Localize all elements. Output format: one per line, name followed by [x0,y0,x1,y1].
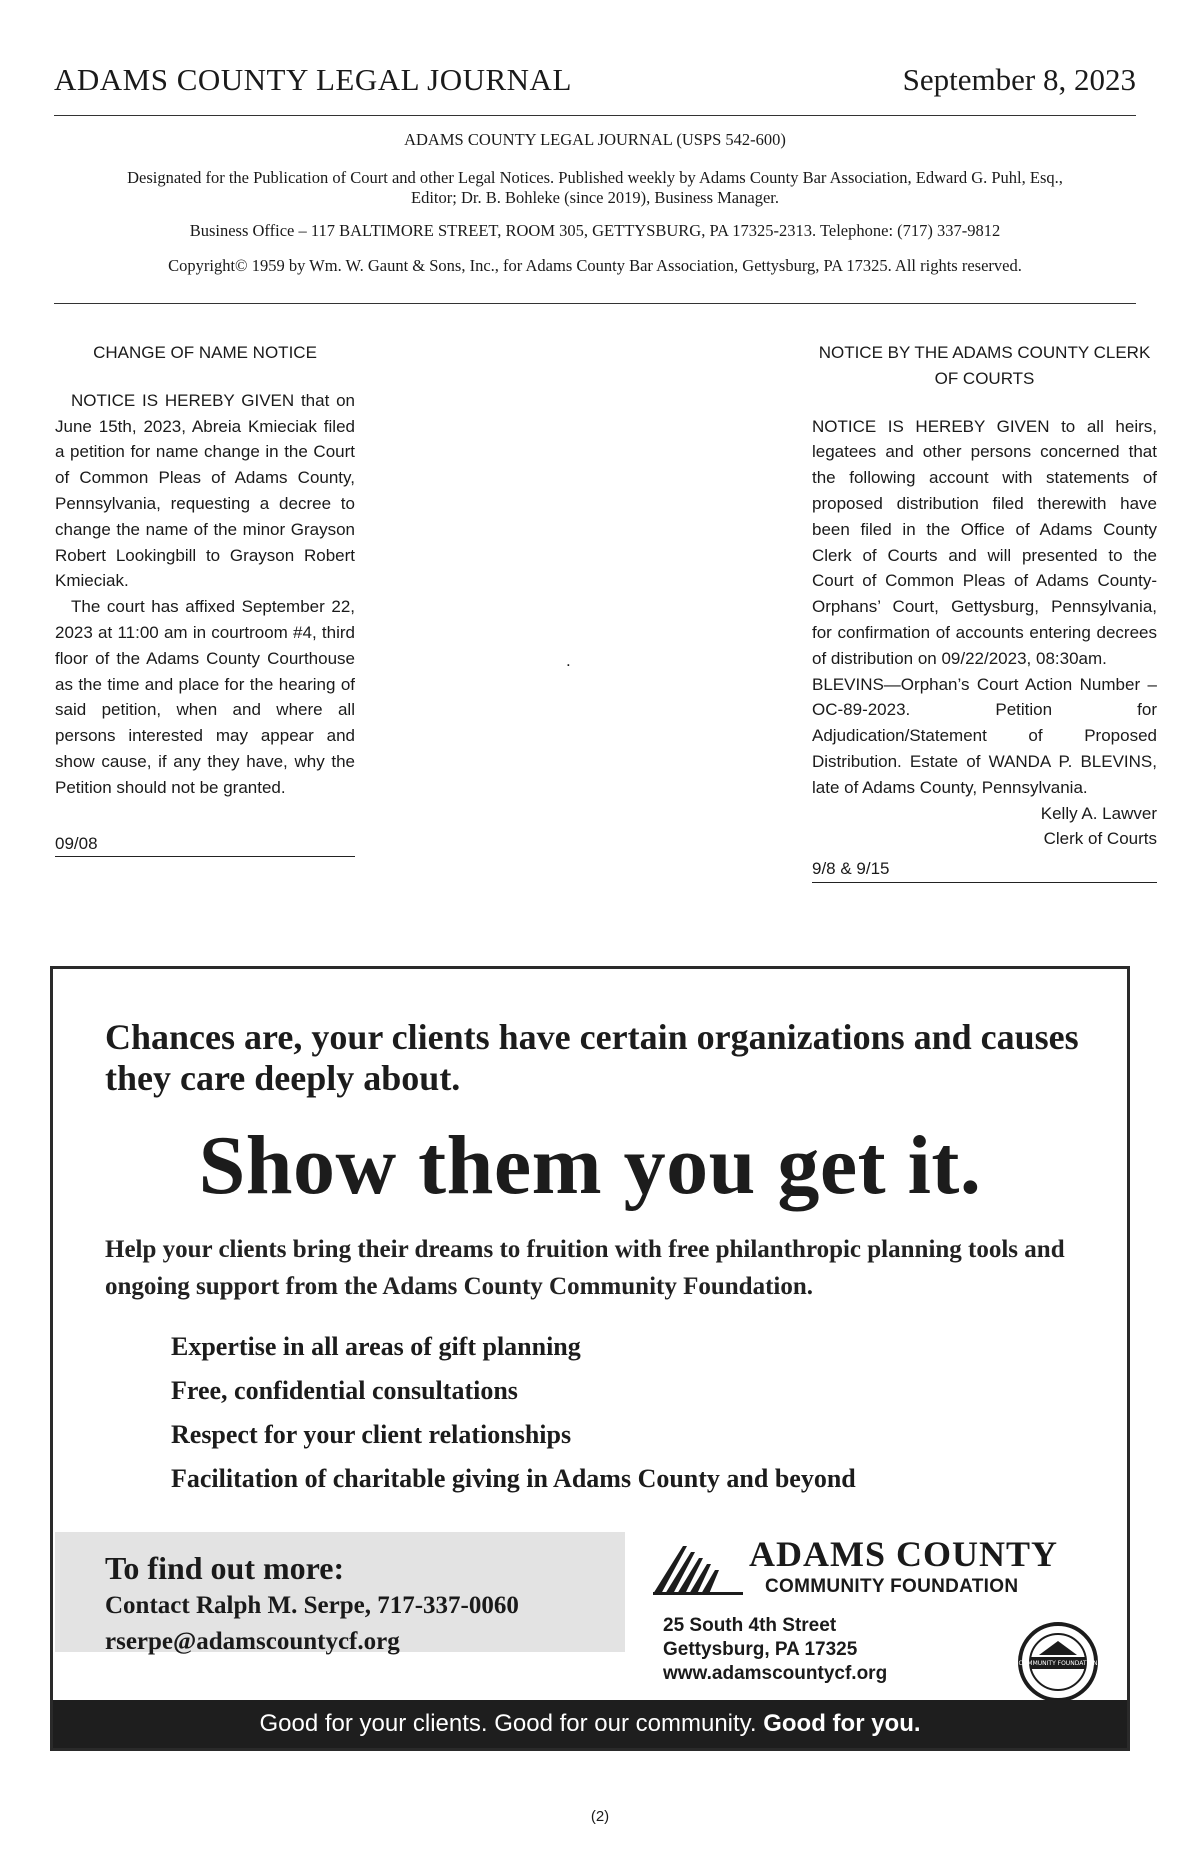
business-office: Business Office – 117 BALTIMORE STREET, ROOM 305, GETTYSBURG, PA 17325-2313. Telephone: (717) 337-9812 [189,221,1001,240]
issue-date: September 8, 2023 [902,62,1136,97]
foundation-advertisement [50,966,1130,1751]
publication-designation: Designated for the Publication of Court and other Legal Notices. Published weekly by Adams County Bar Association, Edward G. Puhl, Esq., Editor; Dr. B. Bohleke (since 2019), Business Manager. [127,168,1063,207]
tagline-text: Good for your clients. Good for our community. [259,1710,764,1737]
notice-heading: CHANGE OF NAME NOTICE [93,343,317,362]
notice-paragraph: BLEVINS—Orphan’s Court Action Number – OC-89-2023. Petition for Adjudication/Statement of Proposed Distribution. Estate of WANDA P. BLEVINS, late of Adams County, Pennsylvania. [812,674,1157,797]
notice-date: 09/08 [55,827,355,858]
signer-title: Clerk of Courts [1043,829,1157,849]
list-item: Free, confidential consultations [171,1376,518,1405]
publication-title-line: ADAMS COUNTY LEGAL JOURNAL (USPS 542-600) [404,130,786,149]
ad-benefits-list [171,1325,856,1501]
foundation-logo-icon [653,1538,743,1598]
masthead [54,62,1136,116]
notice-heading: NOTICE BY THE ADAMS COUNTY CLERK OF COURTS [818,343,1151,388]
notice-paragraph: NOTICE IS HEREBY GIVEN that on June 15th, 2023, Abreia Kmieciak filed a petition for name change in the Court of Common Pleas of Adams County, Pennsylvania, requesting a decree to change the name of the minor Grayson Robert Lookingbill to Grayson Robert Kmieciak. [55,390,355,591]
foundation-subname: COMMUNITY FOUNDATION [765,1576,1019,1597]
ad-description: Help your clients bring their dreams to fruition with free philanthropic planning tools and ongoing support from the Adams County Community Foundation. [105,1236,1065,1300]
list-item: Expertise in all areas of gift planning [171,1332,581,1361]
ad-tagline-bar [53,1700,1127,1748]
tagline-emphasis: Good for you. [763,1710,921,1737]
foundation-address [663,1614,887,1686]
contact-email: rserpe@adamscountycf.org [105,1628,400,1655]
notice-paragraph: The court has affixed September 22, 2023 at 11:00 am in courtroom #4, third floor of the Adams County Courthouse as the time and place for the hearing of said petition, when and where all persons interested may appear and show cause, if any they have, why the Petition should not be granted. [55,597,355,797]
publication-info [54,118,1136,304]
change-of-name-notice [55,340,355,857]
list-item: Facilitation of charitable giving in Adams County and beyond [171,1464,856,1493]
ad-main-slogan: Show them you get it. [198,1119,982,1212]
contact-person: Contact Ralph M. Serpe, 717-337-0060 [105,1592,519,1619]
list-item: Respect for your client relationships [171,1420,572,1449]
journal-title: ADAMS COUNTY LEGAL JOURNAL [54,62,572,97]
clerk-of-courts-notice [812,340,1157,883]
foundation-name: ADAMS COUNTY [749,1534,1058,1574]
address-street: 25 South 4th Street [663,1615,837,1636]
notice-paragraph: NOTICE IS HEREBY GIVEN to all heirs, legatees and other persons concerned that the following account with statements of proposed distribution filed therewith have been filed in the Office of Adams County Clerk of Courts and will presented to the Court of Common Pleas of Adams County-Orphans’ Court, Gettysburg, Pennsylvania, for confirmation of accounts entering decrees of distribution on 09/22/2023, 08:30am. [812,416,1157,668]
seal-text: COMMUNITY FOUNDATION [1018,1660,1098,1667]
foundation-website: www.adamscountycf.org [663,1663,888,1684]
foundation-seal-icon [1017,1621,1099,1703]
notice-dates: 9/8 & 9/15 [812,852,1157,883]
page-number: (2) [590,1808,610,1825]
ad-headline: Chances are, your clients have certain organizations and causes they care deeply about. [105,1017,1079,1098]
signer-name: Kelly A. Lawver [1040,803,1157,823]
copyright-notice: Copyright© 1959 by Wm. W. Gaunt & Sons, Inc., for Adams County Bar Association, Gettysburg, PA 17325. All rights reserved. [168,256,1022,275]
contact-panel [55,1532,625,1655]
address-city: Gettysburg, PA 17325 [663,1639,858,1660]
contact-heading: To find out more: [105,1550,345,1586]
stray-mark: . [566,651,571,670]
